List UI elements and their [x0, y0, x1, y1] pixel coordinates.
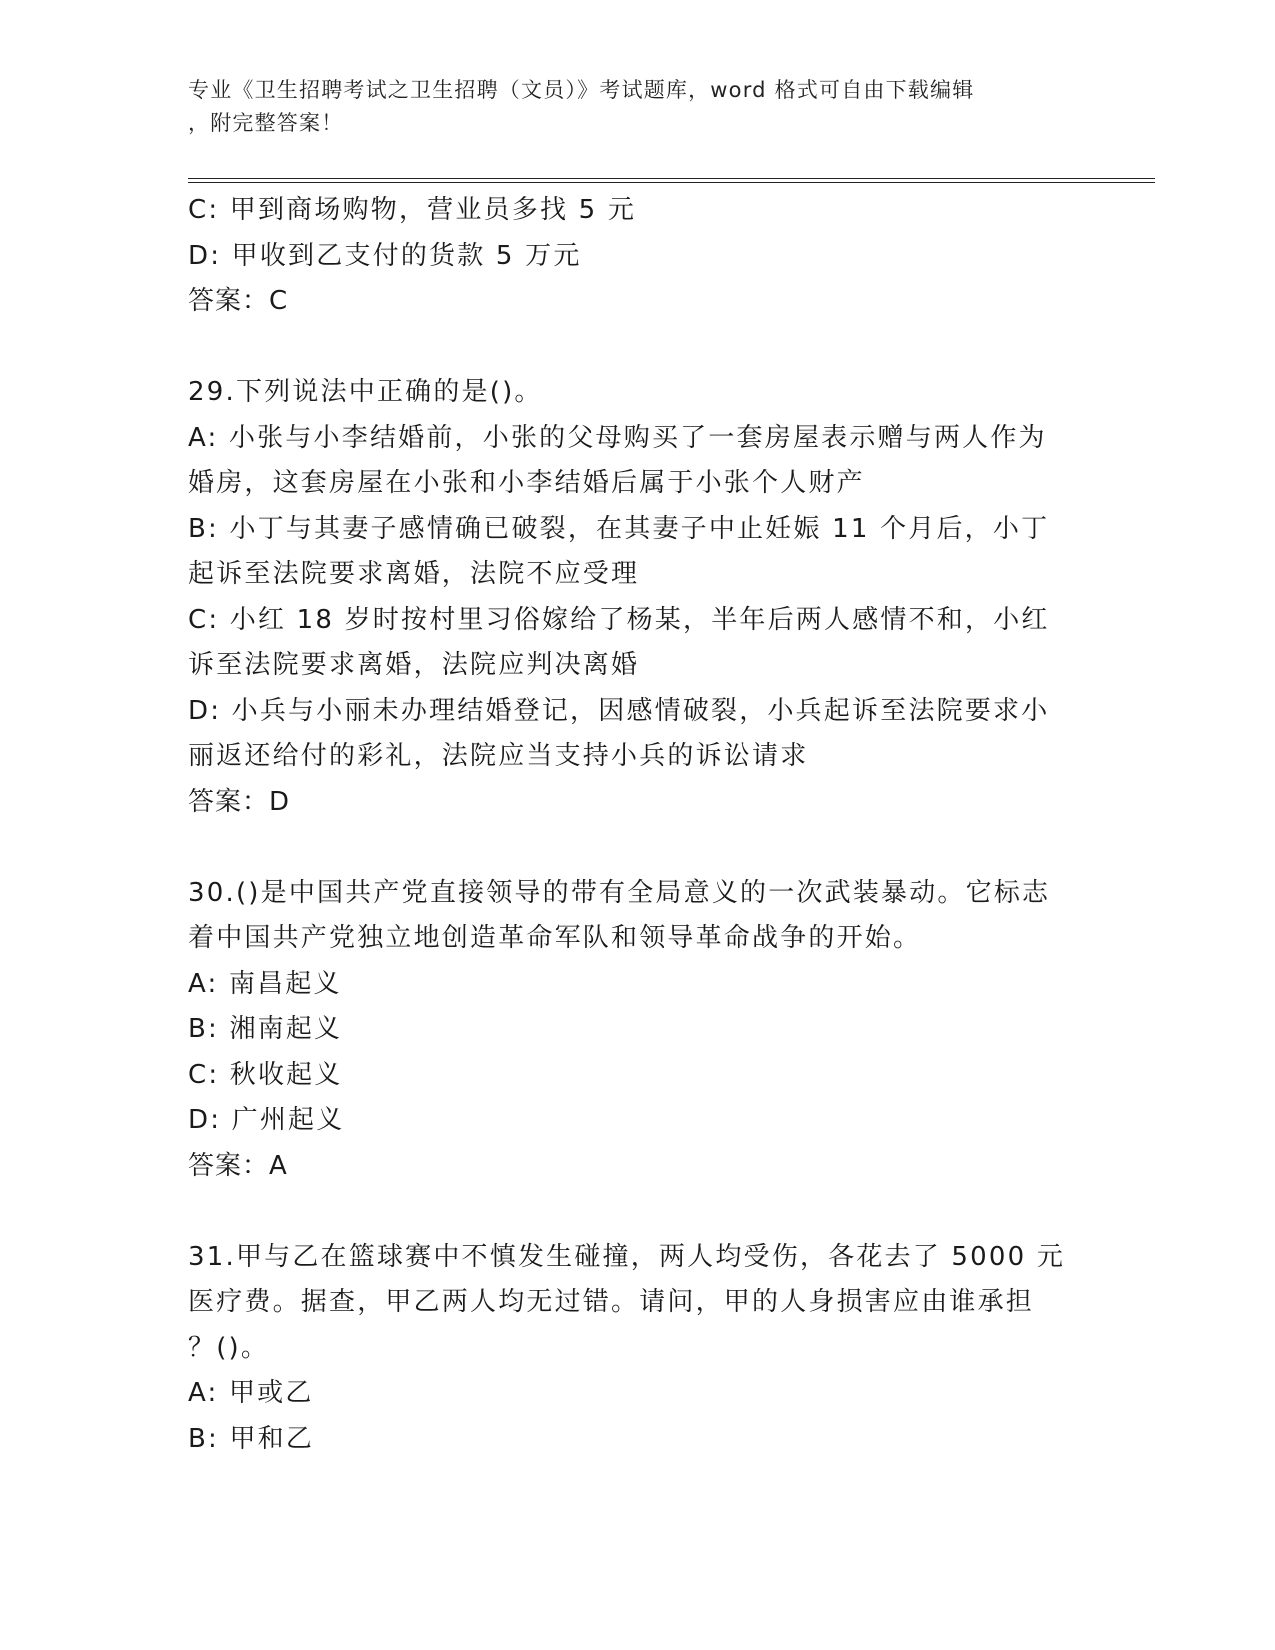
- answer-line: 答案：D: [188, 786, 291, 817]
- spacer: [188, 825, 1088, 871]
- option-a: A: 甲或乙: [188, 1378, 314, 1408]
- option-b: B: 甲和乙: [188, 1423, 315, 1454]
- page-header: [188, 74, 1068, 140]
- option-a-continued: 婚房，这套房屋在小张和小李结婚后属于小张个人财产: [188, 468, 865, 498]
- option-c: C: 小红 18 岁时按村里习俗嫁给了杨某，半年后两人感情不和，小红: [188, 604, 1050, 635]
- answer-line: 答案：C: [188, 286, 289, 316]
- question-stem-continued: 医疗费。据查，甲乙两人均无过错。请问，甲的人身损害应由谁承担: [188, 1287, 1035, 1317]
- header-divider: [188, 182, 1155, 183]
- question-stem: 31.甲与乙在篮球赛中不慎发生碰撞，两人均受伤，各花去了 5000 元: [188, 1241, 1066, 1272]
- option-b: B: 湘南起义: [188, 1014, 343, 1044]
- question-block-30: [188, 871, 1088, 1190]
- option-b: B: 小丁与其妻子感情确已破裂，在其妻子中止妊娠 11 个月后，小丁: [188, 513, 1050, 544]
- option-c: C: 甲到商场购物，营业员多找 5 元: [188, 195, 637, 225]
- question-stem-continued: 着中国共产党独立地创造革命军队和领导革命战争的开始。: [188, 923, 922, 953]
- question-stem: 30.()是中国共产党直接领导的带有全局意义的一次武装暴动。它标志: [188, 877, 1051, 908]
- option-b-continued: 起诉至法院要求离婚，法院不应受理: [188, 559, 640, 589]
- option-a: A: 小张与小李结婚前，小张的父母购买了一套房屋表示赠与两人作为: [188, 422, 1047, 453]
- option-c-continued: 诉至法院要求离婚，法院应判决离婚: [188, 650, 640, 680]
- option-d: D: 小兵与小丽未办理结婚登记，因感情破裂，小兵起诉至法院要求小: [188, 695, 1050, 726]
- header-line: ，附完整答案！: [188, 111, 344, 135]
- question-block-prev: [188, 188, 1088, 325]
- question-stem: 29.下列说法中正确的是()。: [188, 377, 543, 407]
- option-c: C: 秋收起义: [188, 1059, 343, 1090]
- question-block-31: [188, 1235, 1088, 1463]
- option-d: D: 甲收到乙支付的货款 5 万元: [188, 240, 582, 271]
- option-a: A: 南昌起义: [188, 968, 342, 999]
- question-stem-continued: ？()。: [188, 1332, 270, 1363]
- answer-line: 答案：A: [188, 1150, 288, 1181]
- question-list: [188, 188, 1088, 1462]
- spacer: [188, 1189, 1088, 1235]
- question-block-29: [188, 370, 1088, 825]
- header-divider: [188, 178, 1155, 179]
- spacer: [188, 325, 1088, 371]
- header-line: 专业《卫生招聘考试之卫生招聘（文员）》考试题库，word 格式可自由下载编辑: [188, 78, 975, 102]
- option-d-continued: 丽返还给付的彩礼，法院应当支持小兵的诉讼请求: [188, 741, 809, 771]
- option-d: D: 广州起义: [188, 1105, 345, 1135]
